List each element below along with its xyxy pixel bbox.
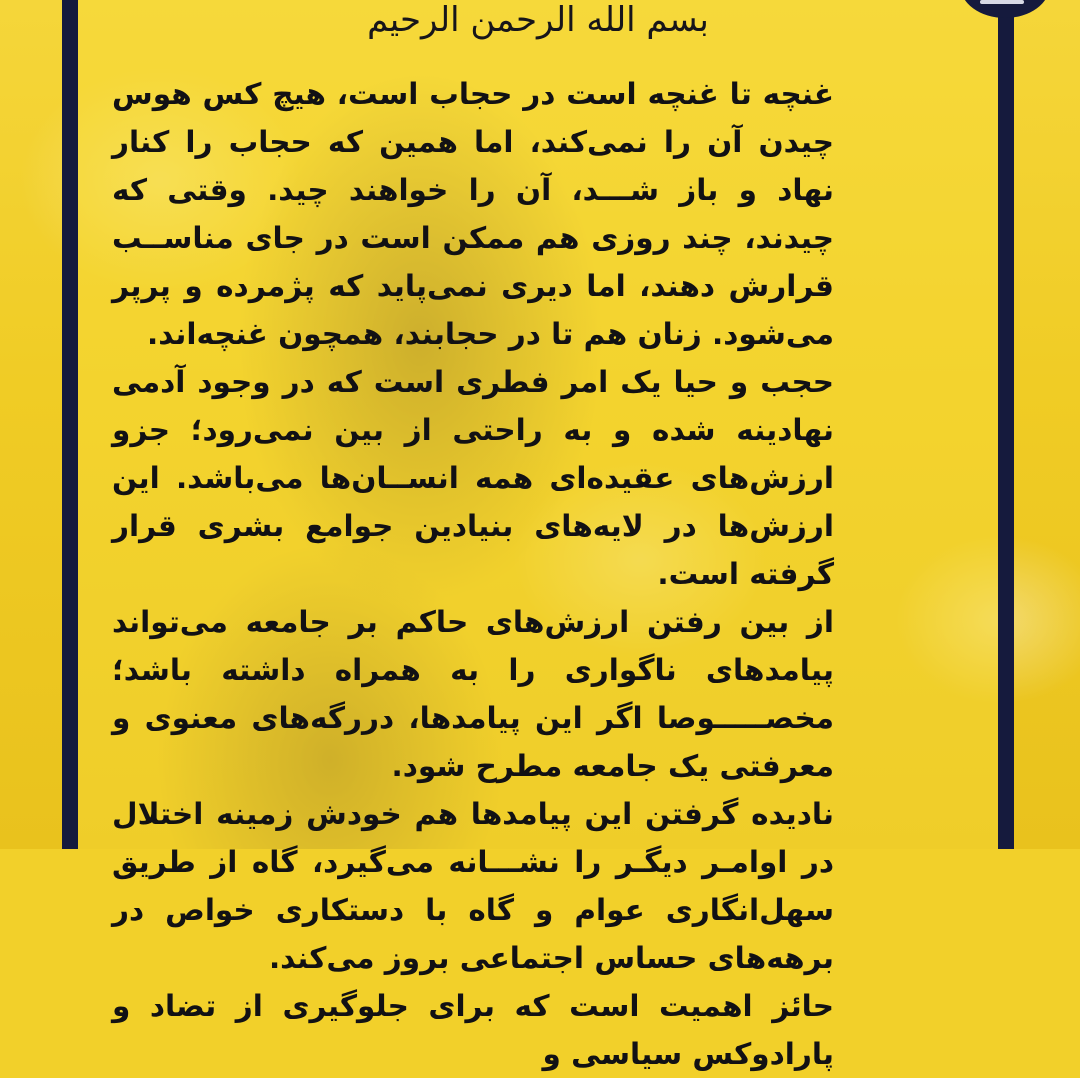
paragraph: نادیده گرفتن این پیامدها هم خودش زمینه اختلال در اوامـر دیگـر را نشـــانه می‌گیرد، گاه از طریق سهل‌انگاری عوام و گاه با دستکاری خواص در برهه‌های حساس اجتماعی بروز می‌کند. xyxy=(112,797,834,975)
paragraph: از بین رفتن ارزش‌های حاکم بر جامعه می‌تواند پیامدهای ناگواری را به همراه داشته باشد؛ مخصـــــوصا اگر این پیامدها، دررگه‌های معنوی و معرفتی یک جامعه مطرح شود. xyxy=(112,605,834,783)
basmala-heading: بسم الله الرحمن الرحیم xyxy=(367,0,709,40)
left-frame-bar xyxy=(62,0,78,849)
paragraph: حائز اهمیت است که برای جلوگیری از تضاد و پارادوکس سیاسی و xyxy=(112,989,834,1071)
paragraph: غنچه تا غنچه است در حجاب است، هیچ کس هوس چیدن آن را نمی‌کند، اما همین که حجاب را کنار نهاد و باز شـــد، آن را خواهند چید. وقتی که چیدند، چند روزی هم ممکن است در جای مناســب قرارش دهند، اما دیری نمی‌پاید که پژمرده و پرپر می‌شود. زنان هم تا در حجابند، همچون غنچه‌اند. xyxy=(112,77,834,351)
article-body xyxy=(112,70,834,1078)
paragraph: حجب و حیا یک امر فطری است که در وجود آدمی نهادینه شده و به راحتی از بین نمی‌رود؛ جزو ارزش‌های عقیده‌ای همه انســان‌ها می‌باشد. این ارزش‌ها در لایه‌های بنیادین جوامع بشری قرار گرفته است. xyxy=(112,365,834,591)
right-frame-bar xyxy=(998,0,1014,849)
